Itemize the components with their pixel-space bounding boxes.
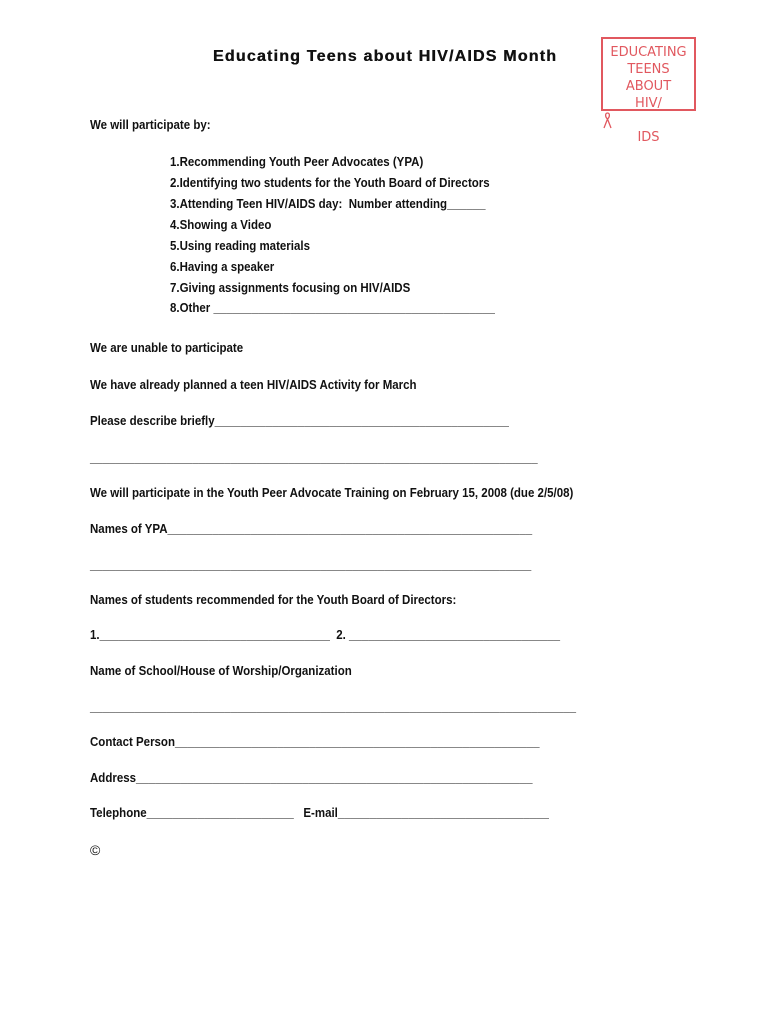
page-title: Educating Teens about HIV/AIDS Month	[212, 48, 558, 65]
logo-line-3-prefix: HIV/	[635, 96, 662, 111]
school-line: ____________________________________________________________________________	[90, 700, 577, 714]
address-field: Address______________________________________________________________	[90, 771, 533, 785]
training-text: We will participate in the Youth Peer Advocate Training on February 15, 2008 (due 2/5/08)	[90, 486, 574, 500]
logo-line-1: EDUCATING	[610, 45, 687, 60]
telephone-email-field: Telephone_______________________ E-mail_________________________________	[90, 806, 549, 820]
names-ypa-line-2: _____________________________________________________________________	[90, 558, 532, 572]
names-ypa-field: Names of YPA_________________________________________________________	[90, 522, 533, 536]
students-heading: Names of students recommended for the Youth Board of Directors:	[90, 593, 457, 607]
describe-field: Please describe briefly______________________________________________	[90, 414, 509, 428]
option-5: 5.Using reading materials	[170, 239, 310, 253]
option-7: 7.Giving assignments focusing on HIV/AIDS	[170, 281, 411, 295]
students-blanks: 1.____________________________________ 2. _________________________________	[90, 628, 561, 642]
logo-line-3	[603, 95, 694, 146]
option-8: 8.Other ____________________________________________	[170, 301, 495, 315]
logo-line-2: TEENS ABOUT	[625, 62, 672, 94]
option-1: 1.Recommending Youth Peer Advocates (YPA)	[170, 155, 424, 169]
option-6: 6.Having a speaker	[170, 260, 275, 274]
unable-text: We are unable to participate	[90, 341, 244, 355]
contact-person-field: Contact Person_________________________________________________________	[90, 735, 540, 749]
school-label: Name of School/House of Worship/Organization	[90, 664, 352, 678]
copyright-symbol: ©	[90, 842, 101, 858]
option-2: 2.Identifying two students for the Youth Board of Directors	[170, 176, 490, 190]
describe-line-2: ______________________________________________________________________	[90, 451, 538, 465]
red-ribbon-icon	[603, 112, 611, 129]
option-4: 4.Showing a Video	[170, 218, 272, 232]
option-3: 3.Attending Teen HIV/AIDS day: Number attending______	[170, 197, 486, 211]
already-planned-text: We have already planned a teen HIV/AIDS Activity for March	[90, 378, 417, 392]
logo-line-3-suffix: IDS	[637, 130, 660, 145]
intro-text: We will participate by:	[90, 118, 211, 132]
educating-teens-logo	[601, 37, 696, 145]
